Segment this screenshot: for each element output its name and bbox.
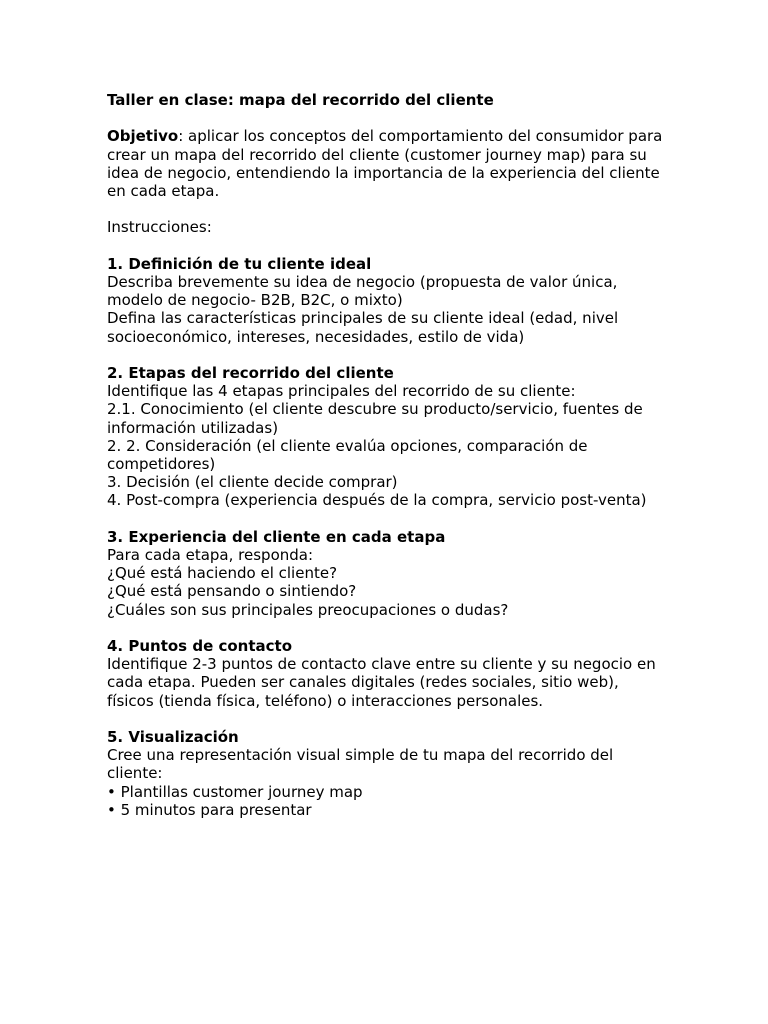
section-2-line: 2.1. Conocimiento (el cliente descubre su producto/servicio, fuentes de información utilizadas)	[107, 400, 643, 437]
section-2-line: 4. Post-compra (experiencia después de la compra, servicio post-venta)	[107, 491, 647, 510]
section-5-line: Cree una representación visual simple de tu mapa del recorrido del cliente:	[107, 746, 614, 783]
section-heading-4: 4. Puntos de contacto	[107, 637, 293, 655]
spacer	[107, 710, 667, 728]
section-2-line: Identifique las 4 etapas principales del recorrido de su cliente:	[107, 382, 576, 401]
section-5-bullet: • Plantillas customer journey map	[107, 782, 363, 801]
section-3-line: ¿Qué está pensando o sintiendo?	[107, 582, 357, 601]
section-heading-5: 5. Visualización	[107, 728, 239, 746]
section-3-line: ¿Qué está haciendo el cliente?	[107, 564, 338, 583]
spacer	[107, 346, 667, 364]
section-heading-2: 2. Etapas del recorrido del cliente	[107, 363, 394, 382]
section-1-line: Describa brevemente su idea de negocio (propuesta de valor única, modelo de negocio- B2B, B2C, o mixto)	[107, 272, 618, 310]
spacer	[107, 237, 667, 255]
document-page	[107, 91, 667, 819]
section-heading-3: 3. Experiencia del cliente en cada etapa	[107, 527, 446, 546]
spacer	[107, 619, 667, 637]
spacer	[107, 510, 667, 528]
objective-text: : aplicar los conceptos del comportamiento del consumidor para crear un mapa del recorrido del cliente (customer journey map) para su idea de negocio, entendiendo la importancia de la experiencia del cliente en cada etapa.	[107, 127, 663, 200]
spacer	[107, 109, 667, 127]
spacer	[107, 200, 667, 218]
section-2-line: 2. 2. Consideración (el cliente evalúa opciones, comparación de competidores)	[107, 436, 588, 473]
instructions-label: Instrucciones:	[107, 218, 212, 237]
objective-paragraph	[107, 127, 667, 200]
section-5-bullet: • 5 minutos para presentar	[107, 800, 312, 819]
section-3-line: ¿Cuáles son sus principales preocupaciones o dudas?	[107, 600, 509, 619]
section-2-line: 3. Decisión (el cliente decide comprar)	[107, 473, 398, 492]
objective-label: Objetivo	[107, 127, 179, 146]
section-4-line: Identifique 2-3 puntos de contacto clave entre su cliente y su negocio en cada etapa. Pueden ser canales digitales (redes sociales, sitio web), físicos (tienda física, teléfono) o interacciones personales.	[107, 655, 656, 710]
document-title: Taller en clase: mapa del recorrido del cliente	[107, 91, 494, 109]
section-heading-1: 1. Definición de tu cliente ideal	[107, 254, 372, 273]
section-1-line: Defina las características principales de su cliente ideal (edad, nivel socioeconómico, intereses, necesidades, estilo de vida)	[107, 309, 619, 346]
section-3-line: Para cada etapa, responda:	[107, 546, 314, 564]
